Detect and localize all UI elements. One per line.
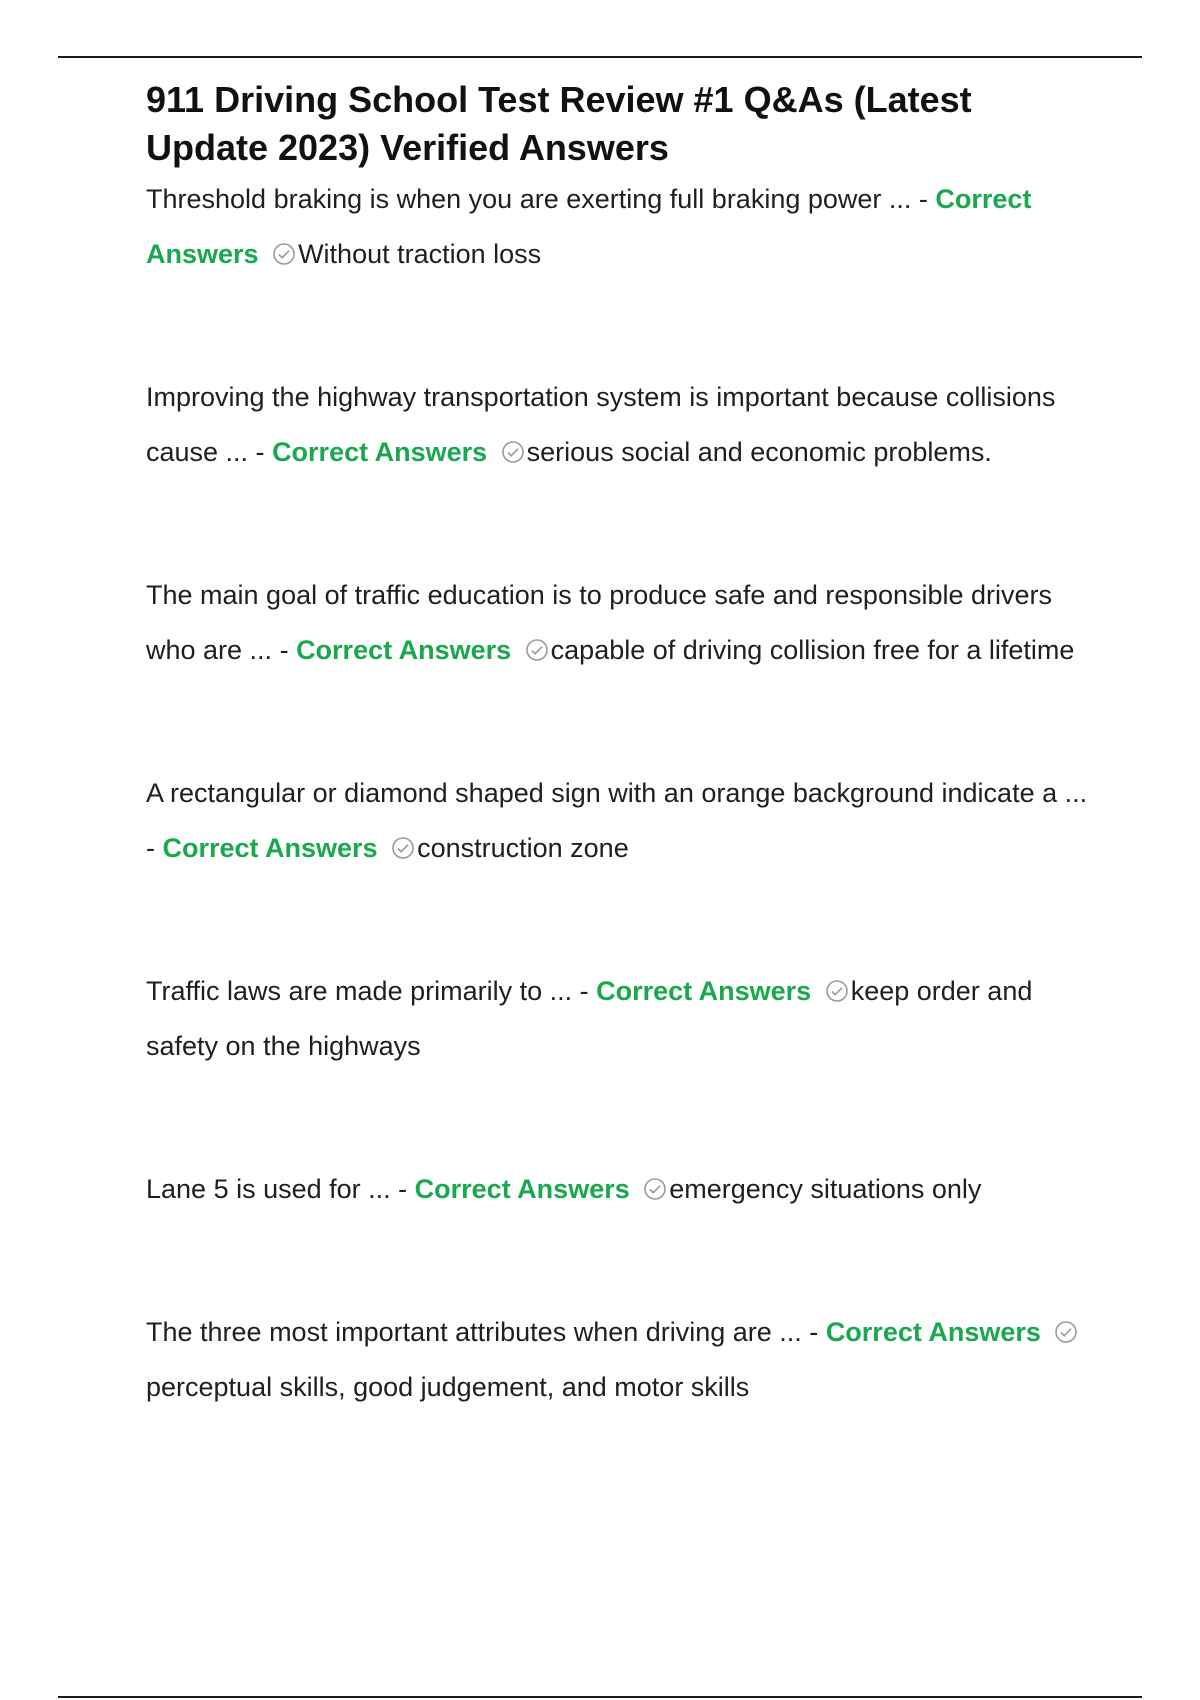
- answer-text: perceptual skills, good judgement, and motor skills: [146, 1372, 750, 1402]
- correct-answers-label: Correct Answers: [296, 635, 512, 665]
- qa-item: [146, 964, 1101, 1074]
- check-circle-icon: [501, 440, 525, 464]
- qa-item: [146, 568, 1101, 678]
- qa-item: [146, 766, 1101, 876]
- check-circle-icon: [1054, 1320, 1078, 1344]
- check-circle-icon: [272, 242, 296, 266]
- qa-item: [146, 1305, 1101, 1415]
- qa-item: [146, 1162, 1101, 1217]
- answer-text: emergency situations only: [669, 1174, 982, 1204]
- qa-item: [146, 370, 1101, 480]
- check-circle-icon: [825, 979, 849, 1003]
- check-circle-icon: [525, 638, 549, 662]
- top-rule: [58, 56, 1142, 58]
- check-circle-icon: [643, 1177, 667, 1201]
- question-text: The main goal of traffic education is to produce safe and responsible drivers who are ... -: [146, 580, 1053, 665]
- answer-text: serious social and economic problems.: [526, 437, 992, 467]
- question-text: The three most important attributes when driving are ... -: [146, 1317, 826, 1347]
- question-text: A rectangular or diamond shaped sign with an orange background indicate a ... -: [146, 778, 1088, 863]
- correct-answers-label: Correct Answers: [825, 1317, 1041, 1347]
- qa-item: [146, 172, 1101, 282]
- answer-text: Without traction loss: [298, 239, 542, 269]
- answer-text: capable of driving collision free for a lifetime: [550, 635, 1075, 665]
- page-title: 911 Driving School Test Review #1 Q&As (Latest Update 2023) Verified Answers: [146, 79, 972, 168]
- correct-answers-label: Correct Answers: [596, 976, 812, 1006]
- correct-answers-label: Correct Answers: [146, 184, 1032, 269]
- answer-text: keep order and safety on the highways: [146, 976, 1033, 1061]
- correct-answers-label: Correct Answers: [414, 1174, 630, 1204]
- correct-answers-label: Correct Answers: [272, 437, 488, 467]
- question-text: Lane 5 is used for ... -: [146, 1174, 415, 1204]
- document-body: [146, 76, 1101, 1415]
- question-text: Traffic laws are made primarily to ... -: [146, 976, 597, 1006]
- check-circle-icon: [391, 836, 415, 860]
- question-text: Threshold braking is when you are exerting full braking power ... -: [146, 184, 936, 214]
- answer-text: construction zone: [417, 833, 629, 863]
- bottom-rule: [58, 1696, 1142, 1698]
- correct-answers-label: Correct Answers: [162, 833, 378, 863]
- question-text: Improving the highway transportation system is important because collisions cause ... -: [146, 382, 1056, 467]
